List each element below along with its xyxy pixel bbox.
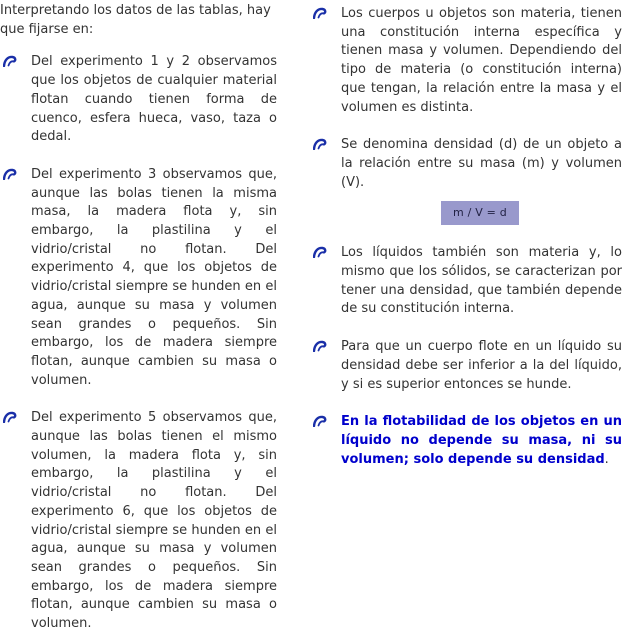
list-item bbox=[0, 409, 277, 633]
density-formula: m / V = d bbox=[441, 201, 519, 225]
item-text: Para que un cuerpo flote en un líquido su densidad debe ser inferior a la del líquido, y si es superior entonces se hunde. bbox=[341, 339, 622, 392]
swirl-bullet-icon bbox=[313, 7, 327, 19]
conclusion-paragraph bbox=[341, 413, 622, 469]
swirl-bullet-icon bbox=[3, 168, 17, 180]
list-item bbox=[310, 5, 622, 117]
list-item bbox=[310, 244, 622, 319]
swirl-bullet-icon bbox=[313, 415, 327, 427]
conclusion-text: En la flotabilidad de los objetos en un líquido no depende su masa, ni su volumen; solo depende su densidad bbox=[341, 414, 622, 467]
swirl-bullet-icon bbox=[313, 138, 327, 150]
list-item bbox=[310, 413, 622, 469]
formula-container bbox=[338, 201, 622, 225]
swirl-bullet-icon bbox=[313, 246, 327, 258]
conclusion-period: . bbox=[604, 451, 609, 467]
intro-text: Interpretando los datos de las tablas, hay que fijarse en: bbox=[0, 3, 271, 37]
left-column bbox=[0, 0, 277, 634]
list-item bbox=[310, 338, 622, 394]
swirl-bullet-icon bbox=[313, 340, 327, 352]
item-text: Los líquidos también son materia y, lo mismo que los sólidos, se caracterizan por tener una densidad, que también depende de su constitución interna. bbox=[341, 245, 622, 317]
list-item bbox=[310, 136, 622, 192]
right-column bbox=[310, 0, 622, 469]
item-text: Del experimento 5 observamos que, aunque las bolas tienen el mismo volumen, la madera flota y, sin embargo, la plastilina y el vidrio/cristal no flotan. Del experimento 6, que los objetos de vidrio/cristal siempre se hunden en el agua, aunque su masa y volumen sean grandes o pequeños. Sin embargo, los de madera siempre flotan, aunque cambien su masa o volumen. bbox=[31, 410, 277, 632]
item-text: Del experimento 3 observamos que, aunque las bolas tienen la misma masa, la madera flota y, sin embargo, la plastilina y el vidrio/cristal no flotan. Del experimento 4, que los objetos de vidrio/cristal siempre se hunden en el agua, aunque su masa y volumen sean grandes o pequeños. Sin embargo, los de madera siempre flotan, aunque cambien su masa o volumen. bbox=[31, 166, 277, 388]
item-text: Se denomina densidad (d) de un objeto a la relación entre su masa (m) y volumen (V). bbox=[341, 137, 622, 190]
list-item bbox=[0, 166, 277, 390]
item-text: Del experimento 1 y 2 observamos que los objetos de cualquier material flotan cuando tienen forma de cuenco, esfera hueca, vaso, taza o dedal. bbox=[31, 54, 277, 145]
item-text: Los cuerpos u objetos son materia, tienen una constitución interna específica y tienen masa y volumen. Dependiendo del tipo de materia (o constitución interna) que tengan, la relación entre la masa y el volumen es distinta. bbox=[341, 6, 622, 115]
swirl-bullet-icon bbox=[3, 55, 17, 67]
list-item bbox=[0, 53, 277, 147]
swirl-bullet-icon bbox=[3, 411, 17, 423]
